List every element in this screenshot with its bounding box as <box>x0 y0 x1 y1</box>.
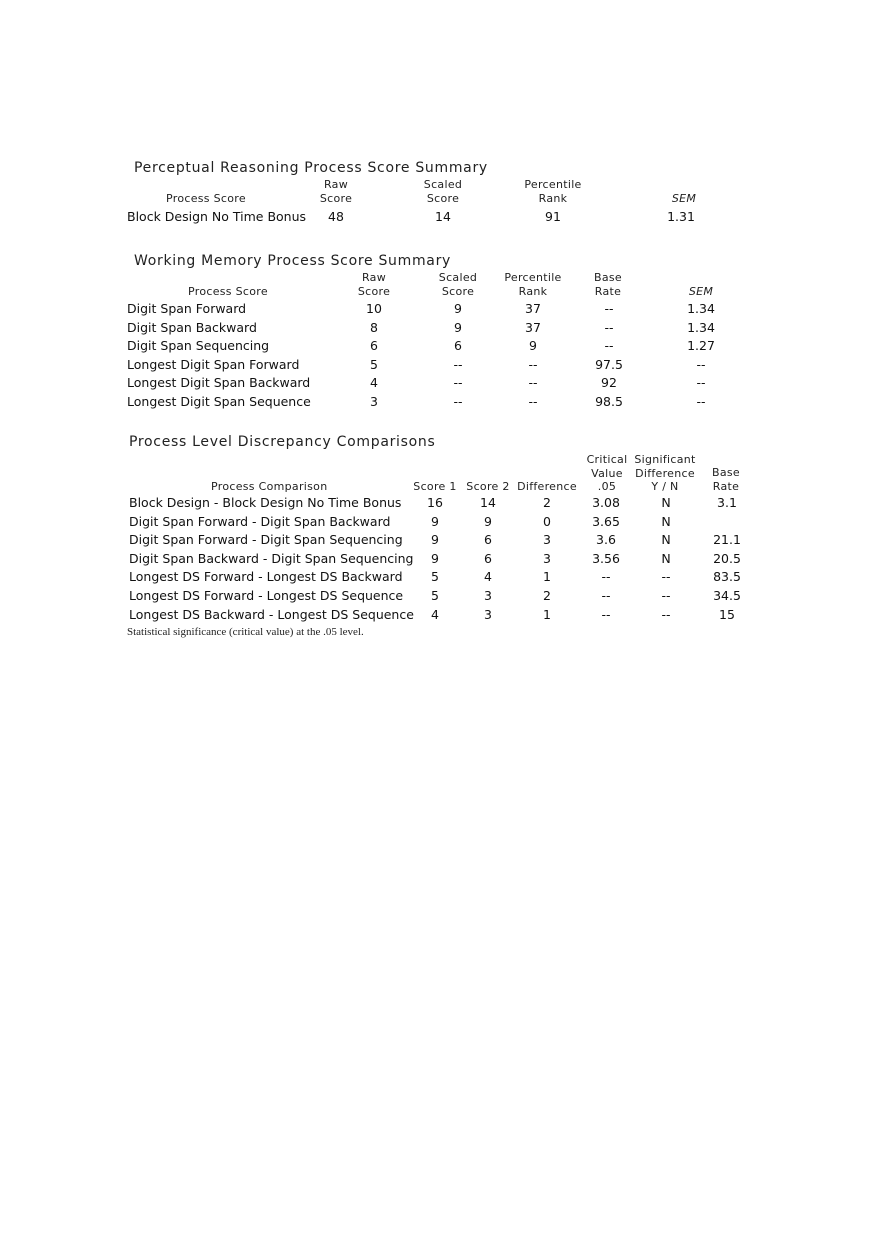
process-name: Longest Digit Span Forward <box>127 356 300 372</box>
header-percentile-rank: Percentile Rank <box>504 271 562 298</box>
comparison-name: Digit Span Forward - Digit Span Backward <box>129 513 391 529</box>
table-row <box>0 587 880 605</box>
table-row <box>0 393 880 411</box>
base-rate: 83.5 <box>713 569 741 585</box>
critical-value: -- <box>601 606 611 622</box>
raw-score: 10 <box>366 301 382 316</box>
header-critical-value: Critical Value .05 <box>586 453 628 493</box>
comparison-name: Digit Span Backward - Digit Span Sequencing <box>129 550 414 566</box>
header-raw-score: Raw Score <box>357 271 391 298</box>
score-2: 9 <box>484 513 492 529</box>
header-base-rate: Base Rate <box>594 271 622 298</box>
table-row <box>0 337 880 355</box>
score-2: 4 <box>484 569 492 585</box>
significant-difference: -- <box>661 606 671 622</box>
table-row <box>0 550 880 568</box>
footnote: Statistical significance (critical value) at the .05 level. <box>127 626 364 638</box>
process-name: Digit Span Sequencing <box>127 338 270 353</box>
significant-difference: N <box>661 550 671 566</box>
scaled-score: 14 <box>435 209 451 224</box>
table-row <box>0 374 880 392</box>
header-percentile-rank: Percentile Rank <box>524 178 582 205</box>
raw-score: 8 <box>370 319 378 335</box>
base-rate: -- <box>604 301 614 316</box>
scaled-score: 9 <box>454 301 462 316</box>
base-rate: 20.5 <box>713 550 741 566</box>
percentile-rank: 37 <box>525 319 541 335</box>
score-2: 6 <box>484 550 492 566</box>
scaled-score: 6 <box>454 338 462 353</box>
critical-value: 3.08 <box>592 495 620 510</box>
score-1: 9 <box>431 532 439 548</box>
percentile-rank: 37 <box>525 301 541 316</box>
score-1: 9 <box>431 550 439 566</box>
header-scaled-score: Scaled Score <box>438 271 478 298</box>
comparison-name: Block Design - Block Design No Time Bonus <box>129 495 402 510</box>
discrepancy-title: Process Level Discrepancy Comparisons <box>129 434 436 450</box>
comparison-name: Digit Span Forward - Digit Span Sequencing <box>129 532 403 548</box>
base-rate: 3.1 <box>717 495 737 510</box>
critical-value: -- <box>601 588 611 603</box>
process-name: Digit Span Backward <box>127 319 257 335</box>
score-1: 4 <box>431 606 439 622</box>
table-row <box>0 319 880 337</box>
percentile-rank: -- <box>528 393 538 409</box>
score-1: 5 <box>431 588 439 603</box>
scaled-score: -- <box>453 393 463 409</box>
raw-score: 5 <box>370 356 378 372</box>
base-rate: 21.1 <box>713 532 741 548</box>
critical-value: 3.56 <box>592 550 620 566</box>
critical-value: 3.65 <box>592 513 620 529</box>
process-name: Digit Span Forward <box>127 301 247 316</box>
table-row <box>0 568 880 586</box>
sem-value: 1.34 <box>687 319 715 335</box>
score-2: 3 <box>484 588 492 603</box>
difference: 0 <box>543 513 551 529</box>
raw-score: 48 <box>328 209 344 224</box>
header-process-comparison: Process Comparison <box>211 480 328 493</box>
table-row <box>0 494 880 512</box>
comparison-name: Longest DS Forward - Longest DS Sequence <box>129 588 404 603</box>
scaled-score: 9 <box>454 319 462 335</box>
sem-value: 1.31 <box>667 209 695 224</box>
difference: 2 <box>543 495 551 510</box>
table-row <box>0 356 880 374</box>
score-1: 16 <box>427 495 443 510</box>
sem-value: -- <box>696 375 706 390</box>
raw-score: 4 <box>370 375 378 390</box>
base-rate: -- <box>604 319 614 335</box>
header-difference: Difference <box>517 480 577 493</box>
significant-difference: -- <box>661 588 671 603</box>
base-rate: 97.5 <box>595 356 623 372</box>
table-row <box>0 606 880 624</box>
header-sem: SEM <box>671 192 697 205</box>
score-2: 14 <box>480 495 496 510</box>
header-significant-difference: Significant Difference Y / N <box>634 453 696 493</box>
score-1: 5 <box>431 569 439 585</box>
percentile-rank: -- <box>528 375 538 390</box>
sem-value: -- <box>696 393 706 409</box>
difference: 3 <box>543 532 551 548</box>
header-scaled-score: Scaled Score <box>423 178 463 205</box>
difference: 3 <box>543 550 551 566</box>
raw-score: 3 <box>370 393 378 409</box>
table-row <box>0 208 880 226</box>
comparison-name: Longest DS Forward - Longest DS Backward <box>129 569 403 585</box>
raw-score: 6 <box>370 338 378 353</box>
percentile-rank: -- <box>528 356 538 372</box>
comparison-name: Longest DS Backward - Longest DS Sequence <box>129 606 414 622</box>
difference: 1 <box>543 569 551 585</box>
score-1: 9 <box>431 513 439 529</box>
base-rate: 15 <box>719 606 735 622</box>
percentile-rank: 91 <box>545 209 561 224</box>
base-rate: 34.5 <box>713 588 741 603</box>
header-base-rate: Base Rate <box>712 466 740 493</box>
significant-difference: N <box>661 532 671 548</box>
difference: 1 <box>543 606 551 622</box>
critical-value: -- <box>601 569 611 585</box>
score-2: 3 <box>484 606 492 622</box>
significant-difference: N <box>661 513 671 529</box>
sem-value: 1.27 <box>687 338 715 353</box>
critical-value: 3.6 <box>596 532 616 548</box>
difference: 2 <box>543 588 551 603</box>
score-2: 6 <box>484 532 492 548</box>
scaled-score: -- <box>453 356 463 372</box>
header-sem: SEM <box>688 285 714 298</box>
base-rate: -- <box>604 338 614 353</box>
process-name: Block Design No Time Bonus <box>127 209 307 224</box>
perceptual-reasoning-title: Perceptual Reasoning Process Score Summary <box>134 160 488 176</box>
significant-difference: N <box>661 495 671 510</box>
header-score-1: Score 1 <box>413 480 457 493</box>
base-rate: 92 <box>601 375 617 390</box>
base-rate: 98.5 <box>595 393 623 409</box>
table-row <box>0 300 880 318</box>
process-name: Longest Digit Span Backward <box>127 375 311 390</box>
header-raw-score: Raw Score <box>319 178 353 205</box>
header-process-score: Process Score <box>188 285 268 298</box>
table-row <box>0 513 880 531</box>
scaled-score: -- <box>453 375 463 390</box>
sem-value: -- <box>696 356 706 372</box>
significant-difference: -- <box>661 569 671 585</box>
sem-value: 1.34 <box>687 301 715 316</box>
table-row <box>0 531 880 549</box>
process-name: Longest Digit Span Sequence <box>127 393 311 409</box>
percentile-rank: 9 <box>529 338 537 353</box>
working-memory-title: Working Memory Process Score Summary <box>134 253 452 269</box>
header-score-2: Score 2 <box>466 480 510 493</box>
header-process-score: Process Score <box>166 192 246 205</box>
